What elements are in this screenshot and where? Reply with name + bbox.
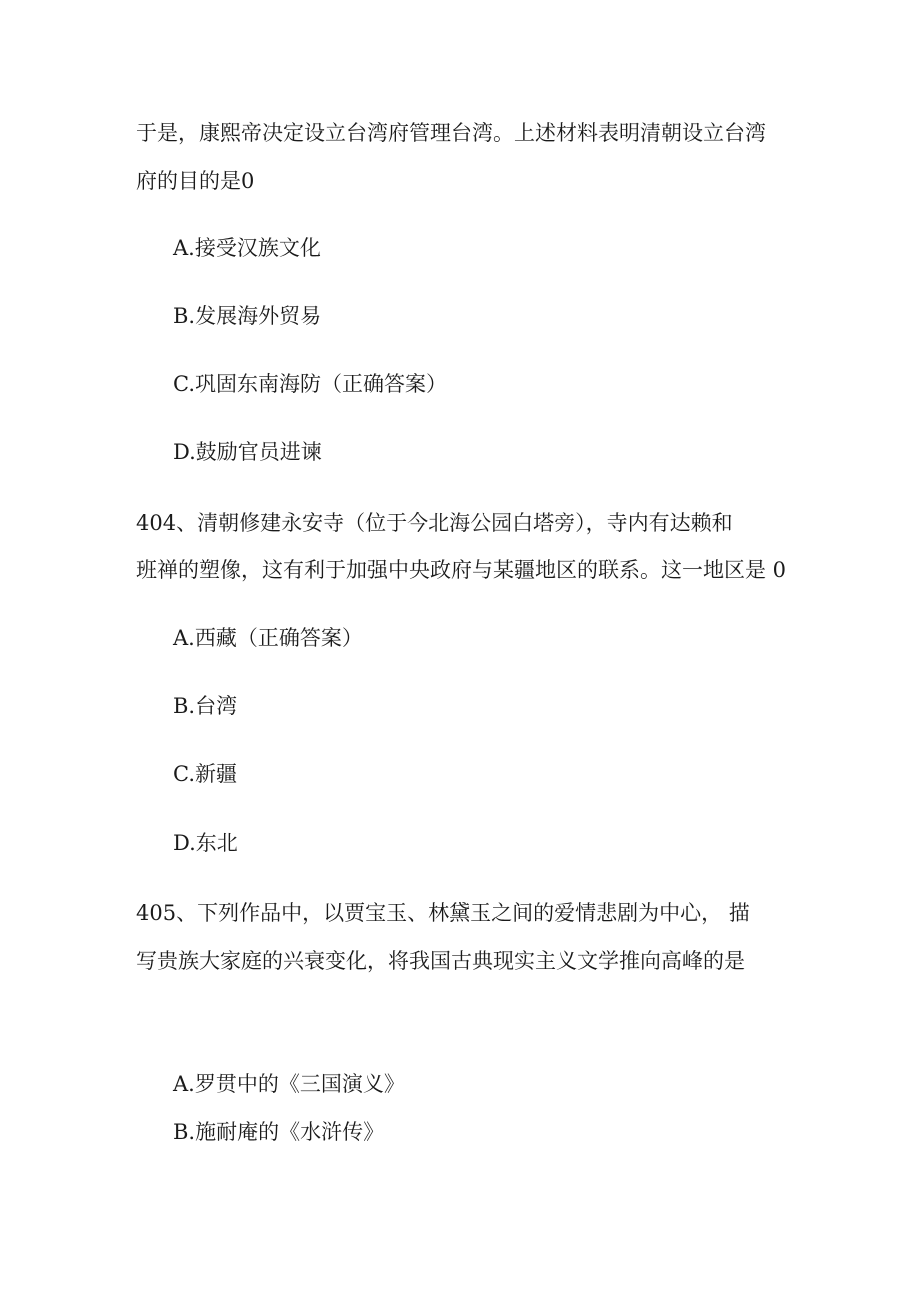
q404-option-b: B.台湾 [173, 694, 238, 718]
q403-option-c: C.巩固东南海防（正确答案） [173, 372, 447, 396]
q403-option-b: B.发展海外贸易 [173, 304, 322, 328]
intro-line-2: 府的目的是0 [136, 169, 255, 193]
q403-option-a: A.接受汉族文化 [173, 236, 321, 260]
intro-line-1: 于是，康熙帝决定设立台湾府管理台湾。上述材料表明清朝设立台湾 [136, 121, 766, 145]
q404-option-d: D.东北 [173, 831, 238, 855]
q405-stem-line-2: 写贵族大家庭的兴衰变化，将我国古典现实主义文学推向高峰的是 [136, 949, 745, 973]
q404-stem-line-2: 班禅的塑像，这有利于加强中央政府与某疆地区的联系。这一地区是 0 [136, 558, 787, 582]
q405-stem-line-1: 405、下列作品中，以贾宝玉、林黛玉之间的爱情悲剧为中心， 描 [136, 901, 750, 925]
q405-option-a: A.罗贯中的《三国演义》 [173, 1072, 405, 1096]
q403-option-d: D.鼓励官员进谏 [173, 440, 322, 464]
q404-option-c: C.新疆 [173, 762, 237, 786]
q404-option-a: A.西藏（正确答案） [173, 626, 363, 650]
q404-stem-line-1: 404、清朝修建永安寺（位于今北海公园白塔旁），寺内有达赖和 [136, 511, 733, 535]
q405-option-b: B.施耐庵的《水浒传》 [173, 1120, 385, 1144]
